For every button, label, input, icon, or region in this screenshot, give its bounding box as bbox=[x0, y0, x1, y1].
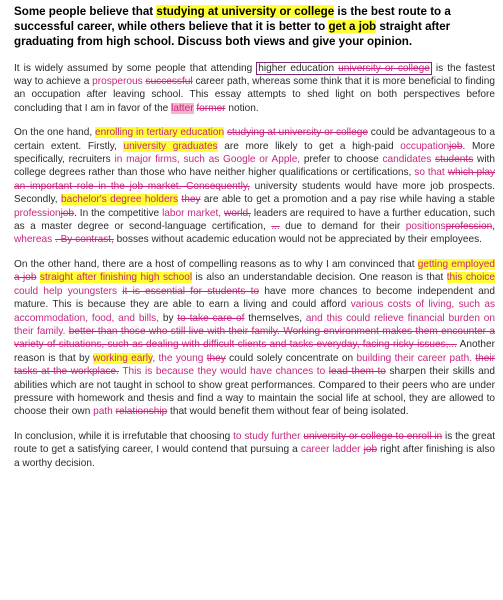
deleted-text: they bbox=[206, 352, 226, 364]
body-paragraph-2 bbox=[14, 258, 495, 419]
text: by bbox=[159, 312, 178, 324]
deleted-text: students bbox=[435, 154, 474, 166]
deleted-text: a job bbox=[14, 272, 37, 284]
text: notion. bbox=[225, 102, 259, 114]
deleted-text: job bbox=[60, 207, 75, 219]
text: bosses without academic education would not be appreciated by their employees. bbox=[113, 234, 482, 246]
text: Another reason is that by bbox=[14, 339, 495, 364]
text: have more chances to become independent and mature. This is because they are able to earn a living and could afford bbox=[14, 285, 495, 311]
text: , bbox=[492, 221, 495, 233]
text: prefer to choose bbox=[300, 154, 383, 166]
inserted-text: various costs of living, such as accommodation, food, and bills, bbox=[14, 299, 496, 324]
inserted-text: career ladder bbox=[300, 444, 361, 456]
revision-box bbox=[256, 62, 432, 75]
inserted-text: could help youngsters bbox=[14, 285, 118, 297]
deleted-text: successful bbox=[145, 76, 193, 88]
text: . More specifically, recruiters bbox=[14, 140, 495, 166]
question-highlight: get a job bbox=[328, 20, 377, 34]
deleted-text: they bbox=[181, 194, 201, 206]
inserted-text: , the young bbox=[152, 352, 204, 364]
deleted-text: relationship bbox=[115, 406, 168, 418]
text: that would benefit them without fear of being isolated. bbox=[167, 406, 409, 418]
inserted-text: path bbox=[93, 406, 113, 418]
deleted-text: former bbox=[196, 102, 226, 114]
text: university students would have more job prospects. Secondly, bbox=[14, 180, 495, 206]
deleted-text: profession bbox=[445, 221, 493, 233]
text: is also an understandable decision. One reason is that bbox=[192, 272, 447, 284]
text: is the fastest way to achieve a bbox=[14, 62, 496, 88]
text: right after finishing is also a worthy decision. bbox=[14, 444, 495, 469]
inserted-text: candidates bbox=[382, 154, 432, 166]
highlighted-text: university graduates bbox=[123, 140, 218, 152]
deleted-text: which play an important role in the job market. Consequently, bbox=[14, 167, 495, 192]
text: could be advantageous to a certain extent. Firstly, bbox=[14, 127, 495, 152]
inserted-text: This is because they would have chances to bbox=[122, 366, 326, 378]
text: . In the competitive bbox=[74, 207, 163, 219]
text: It is widely assumed by some people that attending bbox=[14, 62, 257, 74]
question-text: Some people believe that bbox=[14, 5, 157, 18]
question-highlight: studying at university or college bbox=[156, 5, 335, 18]
text: On the other hand, there are a host of compelling reasons as to why I am convinced that bbox=[14, 258, 418, 270]
text: career path, whereas some think that it is more beneficial to finding an occupation after leaving school. This essay attempts to shed light on both perspectives before concluding that I am in favor of the bbox=[14, 76, 495, 114]
highlighted-text: working early bbox=[93, 352, 153, 364]
deleted-text: better than those who still live with their family. Working environment makes them encounter a variety of situations, such as dealing with difficult clients and tasks everyday, facing risky issues,... bbox=[14, 325, 495, 351]
inserted-text: and this could relieve financial burden on their family. bbox=[14, 312, 495, 337]
question-text: is the best route to a successful career, while others believe that it is better to bbox=[14, 5, 451, 34]
deleted-text: university or college bbox=[338, 62, 430, 74]
deleted-text: university or college to enroll in bbox=[303, 430, 443, 442]
highlighted-text: getting employed bbox=[417, 258, 495, 270]
deleted-text: ... bbox=[271, 221, 280, 233]
essay-question bbox=[14, 4, 495, 50]
conclusion-paragraph bbox=[14, 430, 495, 470]
highlighted-text: latter bbox=[171, 102, 194, 114]
deleted-text: it is essential for students to bbox=[122, 285, 260, 297]
text: due to demand for their bbox=[279, 221, 406, 233]
deleted-text: studying at university or college bbox=[226, 127, 368, 139]
text: are able to get a promotion and a pay rise while having a stable bbox=[200, 194, 495, 206]
deleted-text: . By contrast, bbox=[54, 234, 114, 246]
inserted-text: labor market, bbox=[162, 207, 222, 219]
inserted-text: in major firms, such as Google or Apple, bbox=[114, 154, 301, 166]
inserted-text: higher education bbox=[258, 62, 335, 74]
text: with college degrees rather than those who have neither higher qualifications or certifications, bbox=[14, 154, 495, 179]
text: On the one hand, bbox=[14, 127, 95, 139]
highlighted-text: straight after finishing high school bbox=[39, 272, 193, 284]
text: sharpen their skills and abilities which are not taught in school to show great performances. Compared to their peers who are under pressure with homework and thesis and find a way to maintain the social life at school, they are allowed to choose their own bbox=[14, 366, 495, 418]
deleted-text: world, bbox=[224, 207, 251, 219]
body-paragraph-1 bbox=[14, 126, 495, 247]
text: In conclusion, while it is irrefutable that choosing bbox=[14, 430, 234, 442]
inserted-text: to study further bbox=[233, 430, 301, 442]
text: leaders are required to have a further education, such as a master degree or second-language certification, bbox=[14, 207, 495, 233]
deleted-text: job bbox=[363, 444, 378, 456]
inserted-text: so that bbox=[414, 167, 445, 179]
deleted-text: lead them to bbox=[328, 366, 386, 378]
deleted-text: to take care of bbox=[177, 312, 245, 324]
text: are more likely to get a high-paid bbox=[217, 140, 401, 152]
text: themselves, bbox=[244, 312, 306, 324]
inserted-text: whereas bbox=[14, 234, 53, 246]
highlighted-text: this choice bbox=[446, 272, 495, 284]
text: is the great route to get a satisfying career, I would contend that pursuing a bbox=[14, 430, 495, 456]
deleted-text: their tasks at the workplace. bbox=[14, 352, 496, 378]
inserted-text: prosperous bbox=[92, 76, 143, 88]
inserted-text: building their career path. bbox=[356, 352, 473, 364]
introduction-paragraph bbox=[14, 62, 495, 116]
text: could solely concentrate on bbox=[225, 352, 357, 364]
highlighted-text: enrolling in tertiary education bbox=[94, 127, 225, 139]
highlighted-text: bachelor's degree holders bbox=[60, 194, 179, 206]
inserted-text: occupation bbox=[400, 140, 450, 152]
question-text: straight after graduating from high school. Discuss both views and give your opinion. bbox=[14, 20, 451, 49]
inserted-text: profession bbox=[14, 207, 61, 219]
inserted-text: positions bbox=[405, 221, 446, 233]
deleted-text: job bbox=[449, 140, 463, 152]
